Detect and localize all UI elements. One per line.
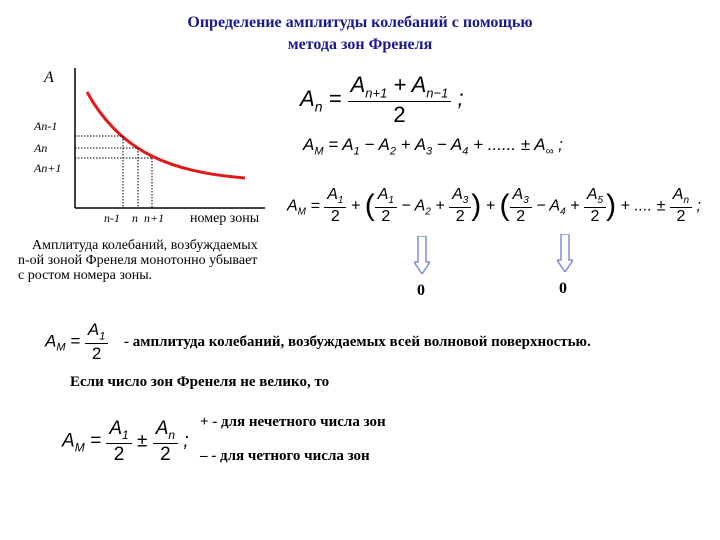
description-line-3: с ростом номера зоны.: [18, 268, 153, 283]
arrow-left-value: 0: [417, 282, 425, 299]
even-text: – - для четного числа зон: [200, 448, 370, 464]
arrow-right-value: 0: [559, 280, 567, 297]
y-tick-an-1: An-1: [34, 119, 58, 133]
equation-1: $A_n$ = $\frac{A_{n+1} + A_{n-1}}{2}$ ;: [300, 72, 464, 128]
equation-4: $A_M$ = $\frac{A_1}{2}$: [45, 320, 108, 364]
amplitude-curve: [87, 92, 245, 178]
description-line-2: n-ой зоной Френеля монотонно убывает: [18, 253, 258, 268]
description-line-1: Амплитуда колебаний, возбуждаемых: [32, 238, 258, 253]
y-tick-an: An: [34, 141, 48, 155]
if-not-many-text: Если число зон Френеля не велико, то: [70, 374, 330, 390]
title-line-2: метода зон Френеля: [287, 36, 433, 53]
odd-text: + - для нечетного числа зон: [200, 414, 386, 430]
description: [18, 238, 318, 283]
title-line-1: Определение амплитуды колебаний с помощью: [187, 14, 533, 31]
arrow-down-icon: [414, 236, 430, 274]
whole-surface-text: - амплитуда колебаний, возбуждаемых всей волновой поверхностью.: [124, 334, 591, 350]
y-tick-an+1: An+1: [34, 161, 62, 175]
y-axis-label: A: [44, 69, 54, 86]
equation-5: $A_M$ = $\frac{A_1}{2}$ ± $\frac{A_n}{2}$ ;: [62, 418, 189, 465]
arrow-down-icon: [557, 234, 573, 272]
x-tick-n-1: n-1: [104, 211, 120, 225]
x-tick-n+1: n+1: [144, 211, 165, 225]
x-tick-n: n: [132, 211, 138, 225]
amplitude-graph: [30, 62, 280, 232]
equation-2: $A_M = A_1 - A_2 + A_3 - A_4$ + ...... ± $A_\infty$ ;: [303, 135, 563, 158]
x-axis-label: номер зоны: [190, 211, 260, 226]
page-title: [0, 12, 720, 56]
equation-3: $A_M$ = $\frac{A_1}{2}$ + ( $\frac{A_1}{2}$ − $A_2$ + $\frac{A_3}{2}$ ) + ( $\frac{A_3}{2}$ − $A_4$ + $\frac{A_5}{2}$ ) + .... ± $\frac{A_n}{2}$ ;: [287, 186, 701, 225]
